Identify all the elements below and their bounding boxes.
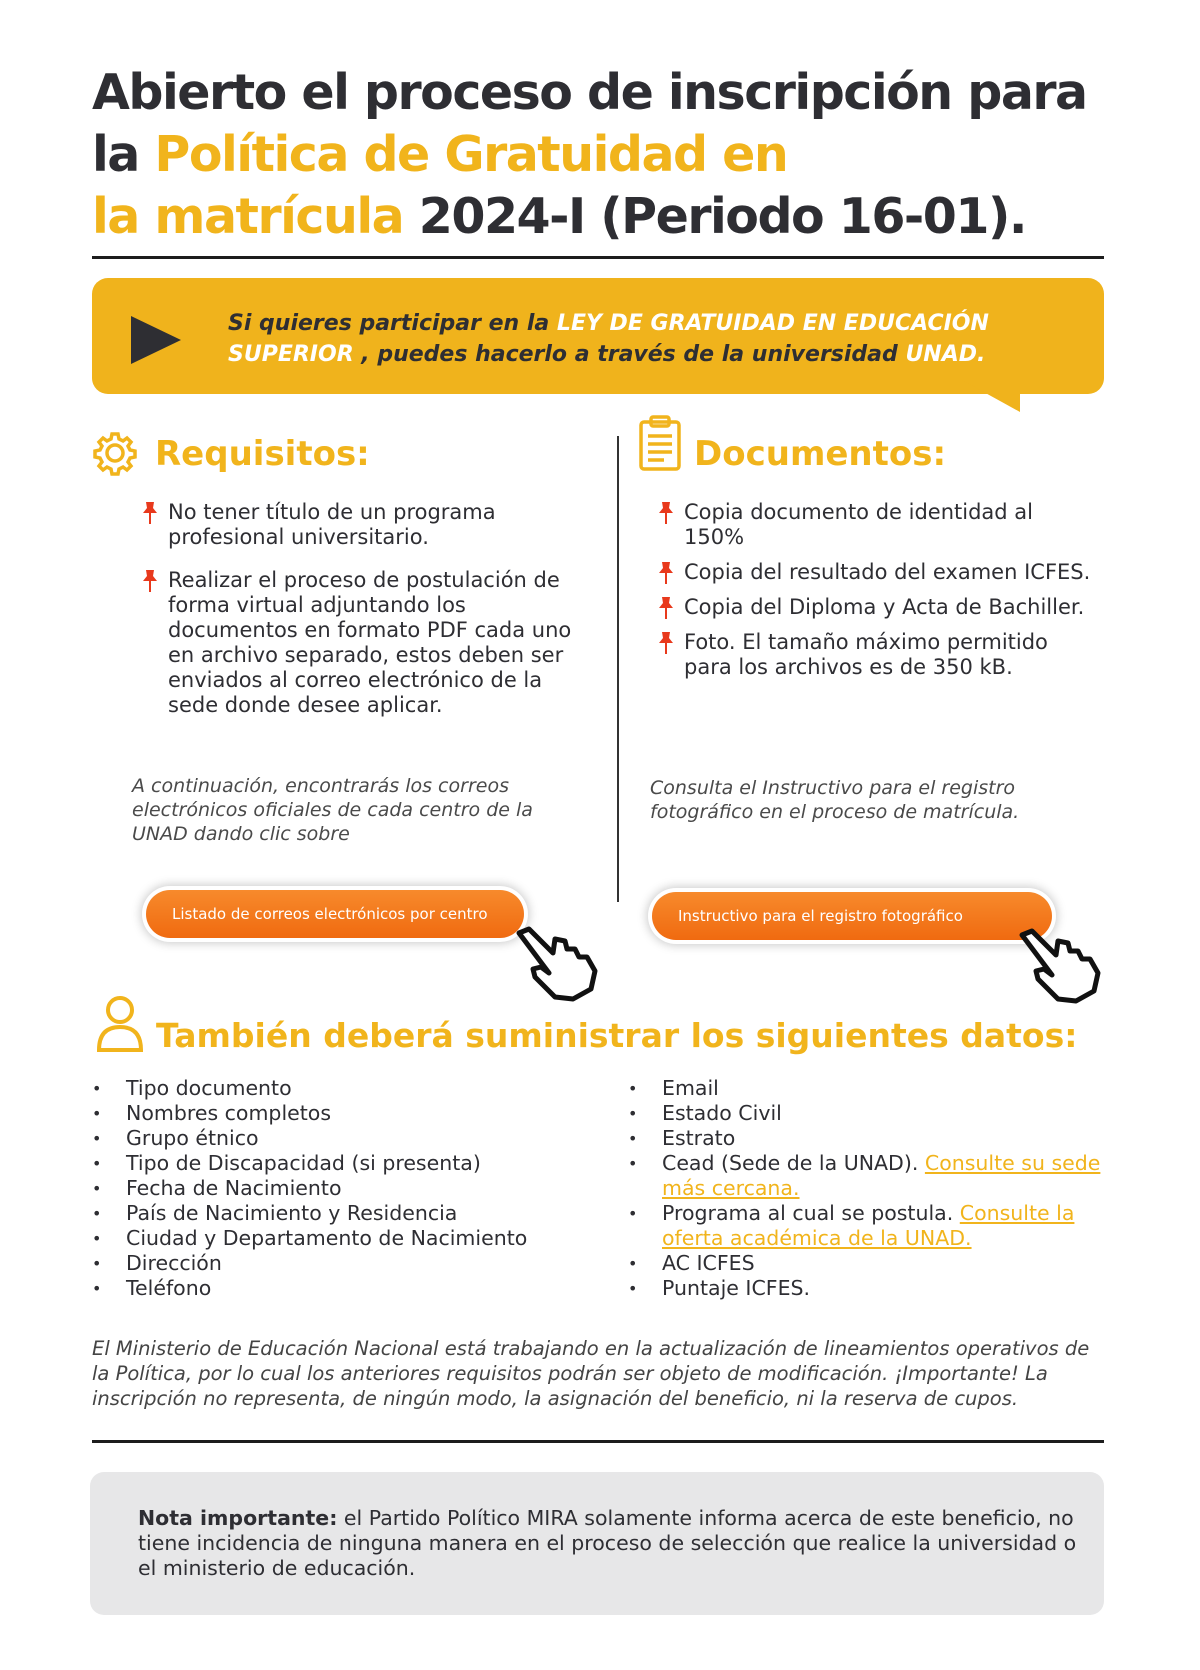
list-item: • Tipo de Discapacidad (si presenta) xyxy=(92,1151,612,1176)
play-icon xyxy=(131,316,181,364)
pushpin-icon xyxy=(656,561,676,585)
requisitos-heading: Requisitos: xyxy=(155,434,370,474)
pushpin-icon xyxy=(656,631,676,655)
gear-icon xyxy=(92,430,138,476)
list-item xyxy=(140,500,580,550)
title-line-3-highlight: la matrícula xyxy=(92,188,404,245)
list-item: • Teléfono xyxy=(92,1276,612,1301)
note-text xyxy=(138,1506,1098,1581)
title-line-3-suffix: 2024-I (Periodo 16-01). xyxy=(403,188,1026,245)
documento-text: Foto. El tamaño máximo permitido para los archivos es de 350 kB. xyxy=(684,630,1048,679)
banner-text-law: LEY DE GRATUIDAD EN EDUCACIÓN SUPERIOR xyxy=(228,311,989,367)
banner-text-3: , puedes hacerlo a través de la universidad xyxy=(353,342,906,367)
list-item xyxy=(656,500,1096,550)
documento-text: Copia del resultado del examen ICFES. xyxy=(684,560,1091,584)
cead-link[interactable]: Consulte su sede más cercana. xyxy=(662,1151,1101,1200)
list-item: • Email xyxy=(628,1076,1108,1101)
list-item xyxy=(140,568,580,718)
list-item: • País de Nacimiento y Residencia xyxy=(92,1201,612,1226)
list-item: • AC ICFES xyxy=(628,1251,1108,1276)
requisitos-note: A continuación, encontrarás los correos electrónicos oficiales de cada centro de la UNAD dando clic sobre xyxy=(132,775,533,845)
list-item: • Grupo étnico xyxy=(92,1126,612,1151)
correos-list-button[interactable]: Listado de correos electrónicos por centro xyxy=(146,890,524,938)
list-item xyxy=(656,595,1096,620)
datos-list-right xyxy=(628,1076,1108,1301)
page-title xyxy=(92,62,1122,248)
title-line-2-prefix: la xyxy=(92,126,155,183)
requisito-text: No tener título de un programa profesional universitario. xyxy=(168,500,496,549)
programa-text: Programa al cual se postula. xyxy=(662,1201,960,1225)
title-line-1: Abierto el proceso de inscripción para xyxy=(92,64,1087,121)
pushpin-icon xyxy=(656,596,676,620)
banner-text-unad: UNAD. xyxy=(905,342,986,367)
pointer-hand-icon xyxy=(1018,927,1104,1005)
list-item: • Dirección xyxy=(92,1251,612,1276)
datos-heading: También deberá suministrar los siguientes datos: xyxy=(156,1016,1078,1055)
list-item: • Tipo documento xyxy=(92,1076,612,1101)
list-item xyxy=(628,1201,1108,1251)
cead-text: Cead (Sede de la UNAD). xyxy=(662,1151,925,1175)
documentos-heading: Documentos: xyxy=(694,434,947,474)
pushpin-icon xyxy=(656,501,676,525)
banner-speech-tail xyxy=(962,380,1020,412)
pushpin-icon xyxy=(140,569,160,593)
list-item xyxy=(656,560,1096,585)
list-item: • Nombres completos xyxy=(92,1101,612,1126)
note-body: el Partido Político MIRA solamente informa acerca de este beneficio, no tiene incidencia de ninguna manera en el proceso de selección que realice la universidad o el ministerio de educación. xyxy=(138,1506,1077,1580)
requisito-text: Realizar el proceso de postulación de forma virtual adjuntando los documentos en formato PDF cada uno en archivo separado, estos deben ser enviados al correo electrónico de la sede donde desee aplicar. xyxy=(168,568,572,717)
documentos-note: Consulta el Instructivo para el registro fotográfico en el proceso de matrícula. xyxy=(650,777,1020,823)
documentos-list xyxy=(656,500,1096,690)
note-label: Nota importante: xyxy=(138,1506,338,1530)
list-item: • Estado Civil xyxy=(628,1101,1108,1126)
title-divider xyxy=(92,256,1104,259)
requisitos-list xyxy=(140,500,580,736)
banner-text-1: Si quieres participar en la xyxy=(228,311,557,336)
list-item: • Estrato xyxy=(628,1126,1108,1151)
person-icon xyxy=(96,994,144,1052)
banner-text xyxy=(228,308,1088,370)
datos-list-left xyxy=(92,1076,612,1301)
pushpin-icon xyxy=(140,501,160,525)
list-item xyxy=(628,1151,1108,1201)
oferta-link[interactable]: Consulte la oferta académica de la UNAD. xyxy=(662,1201,1075,1250)
footer-divider xyxy=(92,1440,1104,1443)
pointer-hand-icon xyxy=(515,925,601,1003)
clipboard-icon xyxy=(638,414,682,472)
list-item: • Fecha de Nacimiento xyxy=(92,1176,612,1201)
column-divider xyxy=(617,436,619,902)
documento-text: Copia del Diploma y Acta de Bachiller. xyxy=(684,595,1085,619)
list-item xyxy=(656,630,1096,680)
title-line-2-highlight: Política de Gratuidad en xyxy=(154,126,788,183)
list-item: • Puntaje ICFES. xyxy=(628,1276,1108,1301)
instructivo-button[interactable]: Instructivo para el registro fotográfico xyxy=(652,892,1052,940)
list-item: • Ciudad y Departamento de Nacimiento xyxy=(92,1226,612,1251)
disclaimer-text: El Ministerio de Educación Nacional está trabajando en la actualización de lineamientos operativos de la Política, por lo cual los anteriores requisitos podrán ser objeto de modificación. ¡Importante! La inscripción no representa, de ningún modo, la asignación del beneficio, ni la reserva de cupos. xyxy=(92,1337,1090,1410)
documento-text: Copia documento de identidad al 150% xyxy=(684,500,1033,549)
